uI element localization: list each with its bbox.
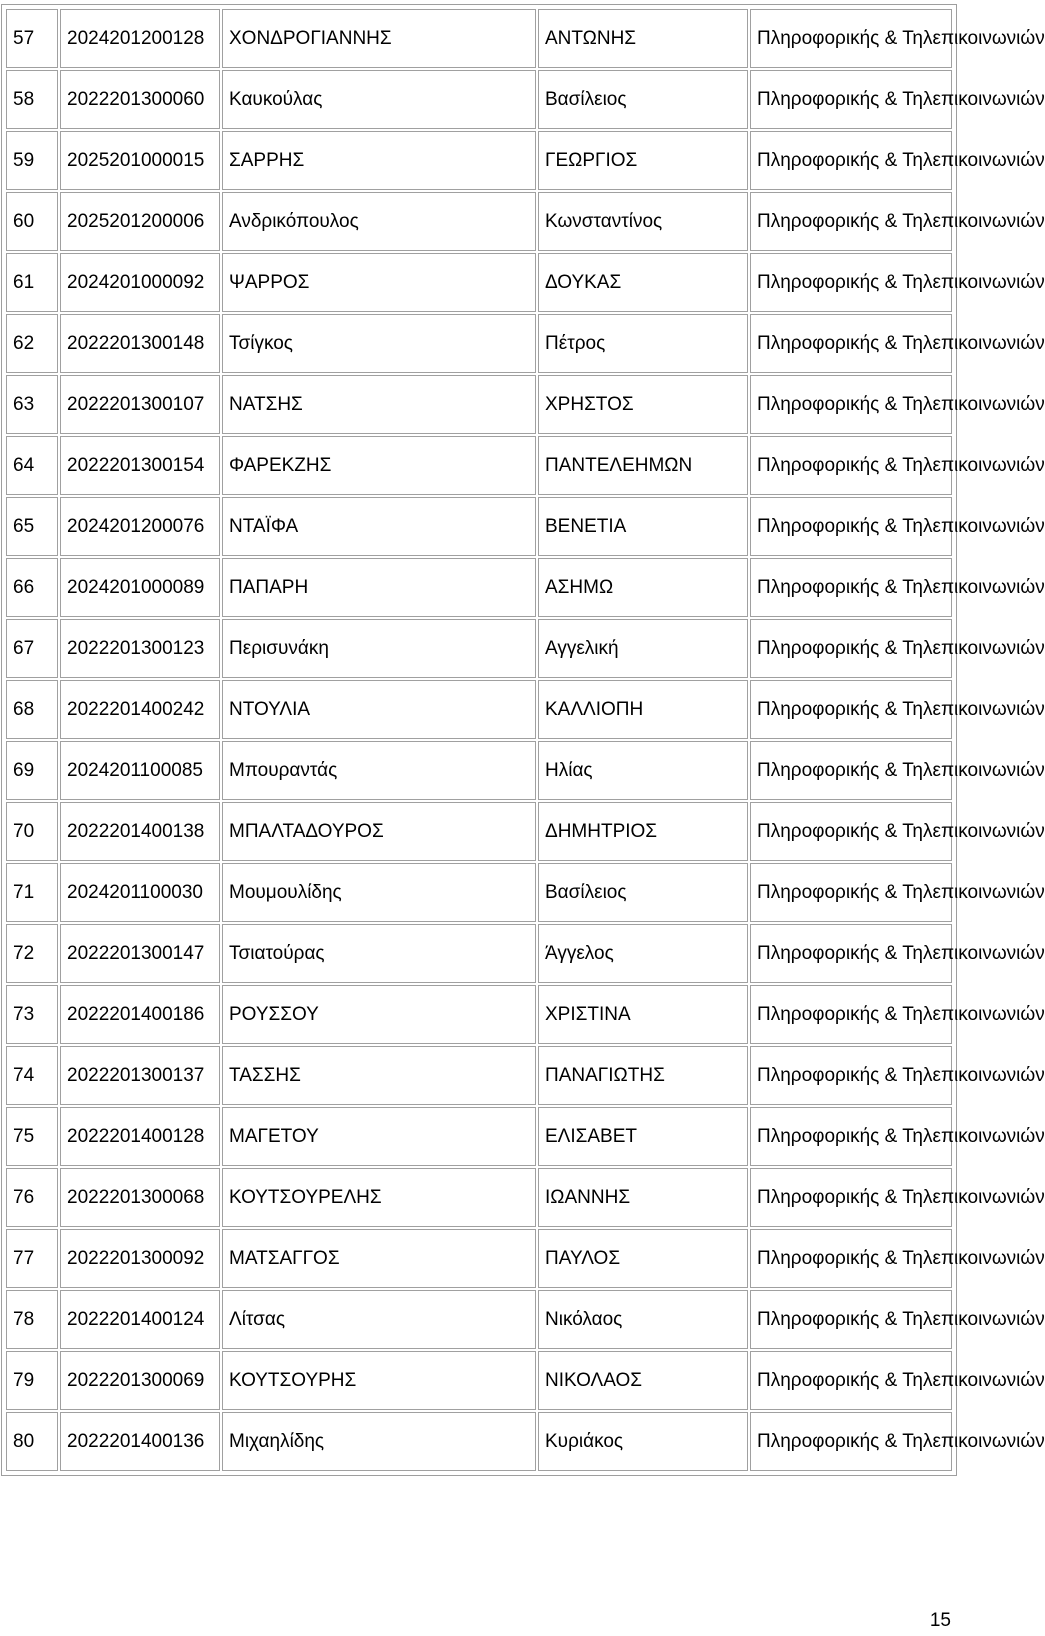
last-name-cell: ΠΑΠΑΡΗ xyxy=(222,558,536,617)
last-name-cell: ΝΤΑΪΦΑ xyxy=(222,497,536,556)
department-cell: Πληροφορικής & Τηλεπικοινωνιών xyxy=(750,924,952,983)
last-name-cell: ΜΠΑΛΤΑΔΟΥΡΟΣ xyxy=(222,802,536,861)
row-number-cell: 77 xyxy=(6,1229,58,1288)
first-name-cell: ΔΟΥΚΑΣ xyxy=(538,253,748,312)
first-name-cell: Βασίλειος xyxy=(538,70,748,129)
registration-id-cell: 2022201300147 xyxy=(60,924,220,983)
registration-id-cell: 2022201400242 xyxy=(60,680,220,739)
first-name-cell: Πέτρος xyxy=(538,314,748,373)
department-cell: Πληροφορικής & Τηλεπικοινωνιών xyxy=(750,1290,952,1349)
first-name-cell: Κωνσταντίνος xyxy=(538,192,748,251)
first-name-cell: ΠΑΝΤΕΛΕΗΜΩΝ xyxy=(538,436,748,495)
last-name-cell: Λίτσας xyxy=(222,1290,536,1349)
table-row xyxy=(6,619,952,678)
first-name-cell: ΓΕΩΡΓΙΟΣ xyxy=(538,131,748,190)
department-cell: Πληροφορικής & Τηλεπικοινωνιών xyxy=(750,1412,952,1471)
first-name-cell: ΕΛΙΣΑΒΕΤ xyxy=(538,1107,748,1166)
department-cell: Πληροφορικής & Τηλεπικοινωνιών xyxy=(750,1229,952,1288)
registration-id-cell: 2022201300069 xyxy=(60,1351,220,1410)
registration-id-cell: 2024201000089 xyxy=(60,558,220,617)
registration-id-cell: 2024201200076 xyxy=(60,497,220,556)
row-number-cell: 75 xyxy=(6,1107,58,1166)
row-number-cell: 69 xyxy=(6,741,58,800)
table-row xyxy=(6,863,952,922)
first-name-cell: ΔΗΜΗΤΡΙΟΣ xyxy=(538,802,748,861)
first-name-cell: Αγγελική xyxy=(538,619,748,678)
department-cell: Πληροφορικής & Τηλεπικοινωνιών xyxy=(750,985,952,1044)
row-number-cell: 59 xyxy=(6,131,58,190)
row-number-cell: 67 xyxy=(6,619,58,678)
department-cell: Πληροφορικής & Τηλεπικοινωνιών xyxy=(750,375,952,434)
department-cell: Πληροφορικής & Τηλεπικοινωνιών xyxy=(750,1351,952,1410)
registration-id-cell: 2024201200128 xyxy=(60,9,220,68)
registration-id-cell: 2022201300123 xyxy=(60,619,220,678)
row-number-cell: 80 xyxy=(6,1412,58,1471)
department-cell: Πληροφορικής & Τηλεπικοινωνιών xyxy=(750,253,952,312)
table-body xyxy=(6,9,1045,1471)
last-name-cell: ΚΟΥΤΣΟΥΡΗΣ xyxy=(222,1351,536,1410)
last-name-cell: Περισυνάκη xyxy=(222,619,536,678)
row-number-cell: 58 xyxy=(6,70,58,129)
last-name-cell: ΚΟΥΤΣΟΥΡΕΛΗΣ xyxy=(222,1168,536,1227)
registration-id-cell: 2022201400128 xyxy=(60,1107,220,1166)
row-number-cell: 61 xyxy=(6,253,58,312)
department-cell: Πληροφορικής & Τηλεπικοινωνιών xyxy=(750,802,952,861)
registration-id-cell: 2024201100030 xyxy=(60,863,220,922)
registration-id-cell: 2022201400138 xyxy=(60,802,220,861)
row-number-cell: 62 xyxy=(6,314,58,373)
first-name-cell: ΑΝΤΩΝΗΣ xyxy=(538,9,748,68)
row-number-cell: 68 xyxy=(6,680,58,739)
registration-id-cell: 2022201400136 xyxy=(60,1412,220,1471)
table-row xyxy=(6,497,952,556)
table-row xyxy=(6,1229,952,1288)
table-row xyxy=(6,1351,952,1410)
row-number-cell: 64 xyxy=(6,436,58,495)
first-name-cell: Ηλίας xyxy=(538,741,748,800)
department-cell: Πληροφορικής & Τηλεπικοινωνιών xyxy=(750,497,952,556)
first-name-cell: ΝΙΚΟΛΑΟΣ xyxy=(538,1351,748,1410)
department-cell: Πληροφορικής & Τηλεπικοινωνιών xyxy=(750,192,952,251)
row-number-cell: 76 xyxy=(6,1168,58,1227)
table-row xyxy=(6,131,952,190)
first-name-cell: ΙΩΑΝΝΗΣ xyxy=(538,1168,748,1227)
department-cell: Πληροφορικής & Τηλεπικοινωνιών xyxy=(750,1168,952,1227)
department-cell: Πληροφορικής & Τηλεπικοινωνιών xyxy=(750,436,952,495)
last-name-cell: ΜΑΓΕΤΟΥ xyxy=(222,1107,536,1166)
registration-id-cell: 2022201400186 xyxy=(60,985,220,1044)
first-name-cell: Κυριάκος xyxy=(538,1412,748,1471)
table-row xyxy=(6,802,952,861)
table-row xyxy=(6,253,952,312)
registration-id-cell: 2022201300107 xyxy=(60,375,220,434)
department-cell: Πληροφορικής & Τηλεπικοινωνιών xyxy=(750,1107,952,1166)
table-row xyxy=(6,558,952,617)
department-cell: Πληροφορικής & Τηλεπικοινωνιών xyxy=(750,863,952,922)
registration-id-cell: 2022201400124 xyxy=(60,1290,220,1349)
row-number-cell: 65 xyxy=(6,497,58,556)
table-row xyxy=(6,9,952,68)
first-name-cell: Άγγελος xyxy=(538,924,748,983)
table-row xyxy=(6,985,952,1044)
student-list-table xyxy=(4,7,1045,1473)
table-row xyxy=(6,1107,952,1166)
registration-id-cell: 2025201200006 xyxy=(60,192,220,251)
row-number-cell: 71 xyxy=(6,863,58,922)
table-row xyxy=(6,375,952,434)
row-number-cell: 73 xyxy=(6,985,58,1044)
last-name-cell: ΤΑΣΣΗΣ xyxy=(222,1046,536,1105)
department-cell: Πληροφορικής & Τηλεπικοινωνιών xyxy=(750,680,952,739)
registration-id-cell: 2025201000015 xyxy=(60,131,220,190)
last-name-cell: ΝΑΤΣΗΣ xyxy=(222,375,536,434)
registration-id-cell: 2022201300137 xyxy=(60,1046,220,1105)
table-row xyxy=(6,436,952,495)
row-number-cell: 66 xyxy=(6,558,58,617)
row-number-cell: 78 xyxy=(6,1290,58,1349)
last-name-cell: Μιχαηλίδης xyxy=(222,1412,536,1471)
first-name-cell: ΒΕΝΕΤΙΑ xyxy=(538,497,748,556)
page-number: 15 xyxy=(929,1610,951,1631)
last-name-cell: Μουμουλίδης xyxy=(222,863,536,922)
table-row xyxy=(6,192,952,251)
last-name-cell: ΧΟΝΔΡΟΓΙΑΝΝΗΣ xyxy=(222,9,536,68)
last-name-cell: ΜΑΤΣΑΓΓΟΣ xyxy=(222,1229,536,1288)
first-name-cell: Βασίλειος xyxy=(538,863,748,922)
table-row xyxy=(6,741,952,800)
table-row xyxy=(6,1412,952,1471)
table-row xyxy=(6,680,952,739)
first-name-cell: ΑΣΗΜΩ xyxy=(538,558,748,617)
department-cell: Πληροφορικής & Τηλεπικοινωνιών xyxy=(750,9,952,68)
last-name-cell: Ανδρικόπουλος xyxy=(222,192,536,251)
table-row xyxy=(6,1290,952,1349)
department-cell: Πληροφορικής & Τηλεπικοινωνιών xyxy=(750,1046,952,1105)
last-name-cell: ΨΑΡΡΟΣ xyxy=(222,253,536,312)
row-number-cell: 63 xyxy=(6,375,58,434)
table-row xyxy=(6,314,952,373)
registration-id-cell: 2024201000092 xyxy=(60,253,220,312)
department-cell: Πληροφορικής & Τηλεπικοινωνιών xyxy=(750,131,952,190)
registration-id-cell: 2024201100085 xyxy=(60,741,220,800)
department-cell: Πληροφορικής & Τηλεπικοινωνιών xyxy=(750,70,952,129)
first-name-cell: ΠΑΝΑΓΙΩΤΗΣ xyxy=(538,1046,748,1105)
last-name-cell: Τσίγκος xyxy=(222,314,536,373)
row-number-cell: 74 xyxy=(6,1046,58,1105)
last-name-cell: ΦΑΡΕΚΖΗΣ xyxy=(222,436,536,495)
last-name-cell: ΝΤΟΥΛΙΑ xyxy=(222,680,536,739)
table-row xyxy=(6,1046,952,1105)
table-row xyxy=(6,70,952,129)
last-name-cell: Μπουραντάς xyxy=(222,741,536,800)
row-number-cell: 72 xyxy=(6,924,58,983)
row-number-cell: 70 xyxy=(6,802,58,861)
row-number-cell: 79 xyxy=(6,1351,58,1410)
student-list-table-frame xyxy=(1,4,1045,1476)
first-name-cell: ΧΡΗΣΤΟΣ xyxy=(538,375,748,434)
last-name-cell: ΣΑΡΡΗΣ xyxy=(222,131,536,190)
row-number-cell: 60 xyxy=(6,192,58,251)
first-name-cell: ΠΑΥΛΟΣ xyxy=(538,1229,748,1288)
table-row xyxy=(6,1168,952,1227)
registration-id-cell: 2022201300092 xyxy=(60,1229,220,1288)
registration-id-cell: 2022201300068 xyxy=(60,1168,220,1227)
row-number-cell: 57 xyxy=(6,9,58,68)
department-cell: Πληροφορικής & Τηλεπικοινωνιών xyxy=(750,741,952,800)
last-name-cell: ΡΟΥΣΣΟΥ xyxy=(222,985,536,1044)
last-name-cell: Καυκούλας xyxy=(222,70,536,129)
first-name-cell: ΧΡΙΣΤΙΝΑ xyxy=(538,985,748,1044)
registration-id-cell: 2022201300060 xyxy=(60,70,220,129)
first-name-cell: Νικόλαος xyxy=(538,1290,748,1349)
first-name-cell: ΚΑΛΛΙΟΠΗ xyxy=(538,680,748,739)
department-cell: Πληροφορικής & Τηλεπικοινωνιών xyxy=(750,619,952,678)
department-cell: Πληροφορικής & Τηλεπικοινωνιών xyxy=(750,314,952,373)
department-cell: Πληροφορικής & Τηλεπικοινωνιών xyxy=(750,558,952,617)
table-row xyxy=(6,924,952,983)
registration-id-cell: 2022201300154 xyxy=(60,436,220,495)
registration-id-cell: 2022201300148 xyxy=(60,314,220,373)
last-name-cell: Τσιατούρας xyxy=(222,924,536,983)
